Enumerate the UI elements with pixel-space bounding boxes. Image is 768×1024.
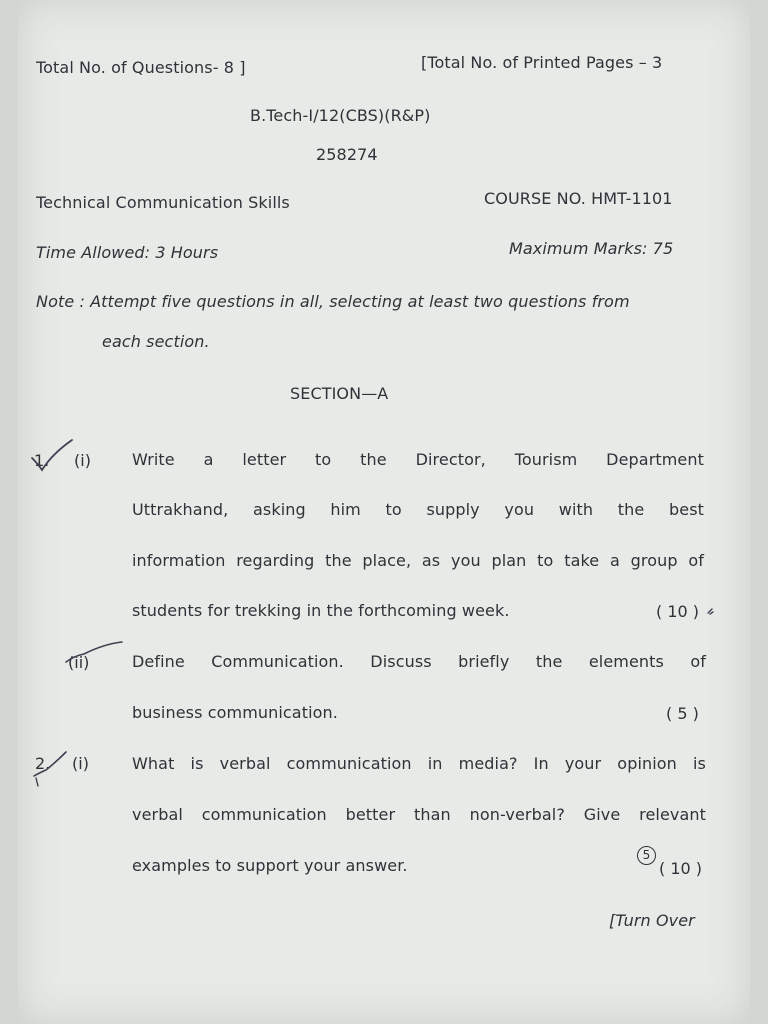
question-1-line-2: Uttrakhand, asking him to supply you with the best xyxy=(132,500,704,519)
question-2-line-1: What is verbal communication in media? In your opinion is xyxy=(132,754,706,773)
question-2-line-3: examples to support your answer. xyxy=(132,856,408,875)
instructions-note-continued: each section. xyxy=(102,332,210,351)
question-1-part: (i) xyxy=(74,451,91,470)
question-2-number: 2. xyxy=(35,754,51,773)
subject-title: Technical Communication Skills xyxy=(36,193,290,212)
question-2-part: (i) xyxy=(72,754,89,773)
question-1-ii-marks: ( 5 ) xyxy=(666,704,699,723)
course-code: B.Tech-I/12(CBS)(R&P) xyxy=(250,106,431,125)
question-1-ii-line-2: business communication. xyxy=(132,703,338,722)
exam-paper-page xyxy=(18,0,750,1024)
question-1-line-3: information regarding the place, as you plan to take a group of xyxy=(132,551,704,570)
question-1-marks: ( 10 ) xyxy=(656,602,700,621)
question-2-line-2: verbal communication better than non-verbal? Give relevant xyxy=(132,805,706,824)
handwritten-circled-mark: 5 xyxy=(637,846,656,865)
section-heading: SECTION—A xyxy=(290,384,389,403)
time-allowed: Time Allowed: 3 Hours xyxy=(36,243,219,262)
question-1-line-1: Write a letter to the Director, Tourism Department xyxy=(132,450,704,469)
instructions-note: Note : Attempt five questions in all, selecting at least two questions from xyxy=(36,292,630,311)
question-1-ii-line-1: Define Communication. Discuss briefly the elements of xyxy=(132,652,706,671)
paper-number: 258274 xyxy=(316,145,378,164)
maximum-marks: Maximum Marks: 75 xyxy=(509,239,674,258)
question-1-ii-part: (ii) xyxy=(68,653,90,672)
question-1-line-4: students for trekking in the forthcoming week. xyxy=(132,601,510,620)
question-2-marks: ( 10 ) xyxy=(659,859,703,878)
question-1-number: 1. xyxy=(34,451,50,470)
course-number: COURSE NO. HMT-1101 xyxy=(484,189,673,208)
pen-tick-marks xyxy=(18,0,750,1024)
total-printed-pages: [Total No. of Printed Pages – 3 xyxy=(421,53,663,72)
total-questions: Total No. of Questions- 8 ] xyxy=(36,58,246,77)
turn-over-note: [Turn Over xyxy=(609,911,695,930)
